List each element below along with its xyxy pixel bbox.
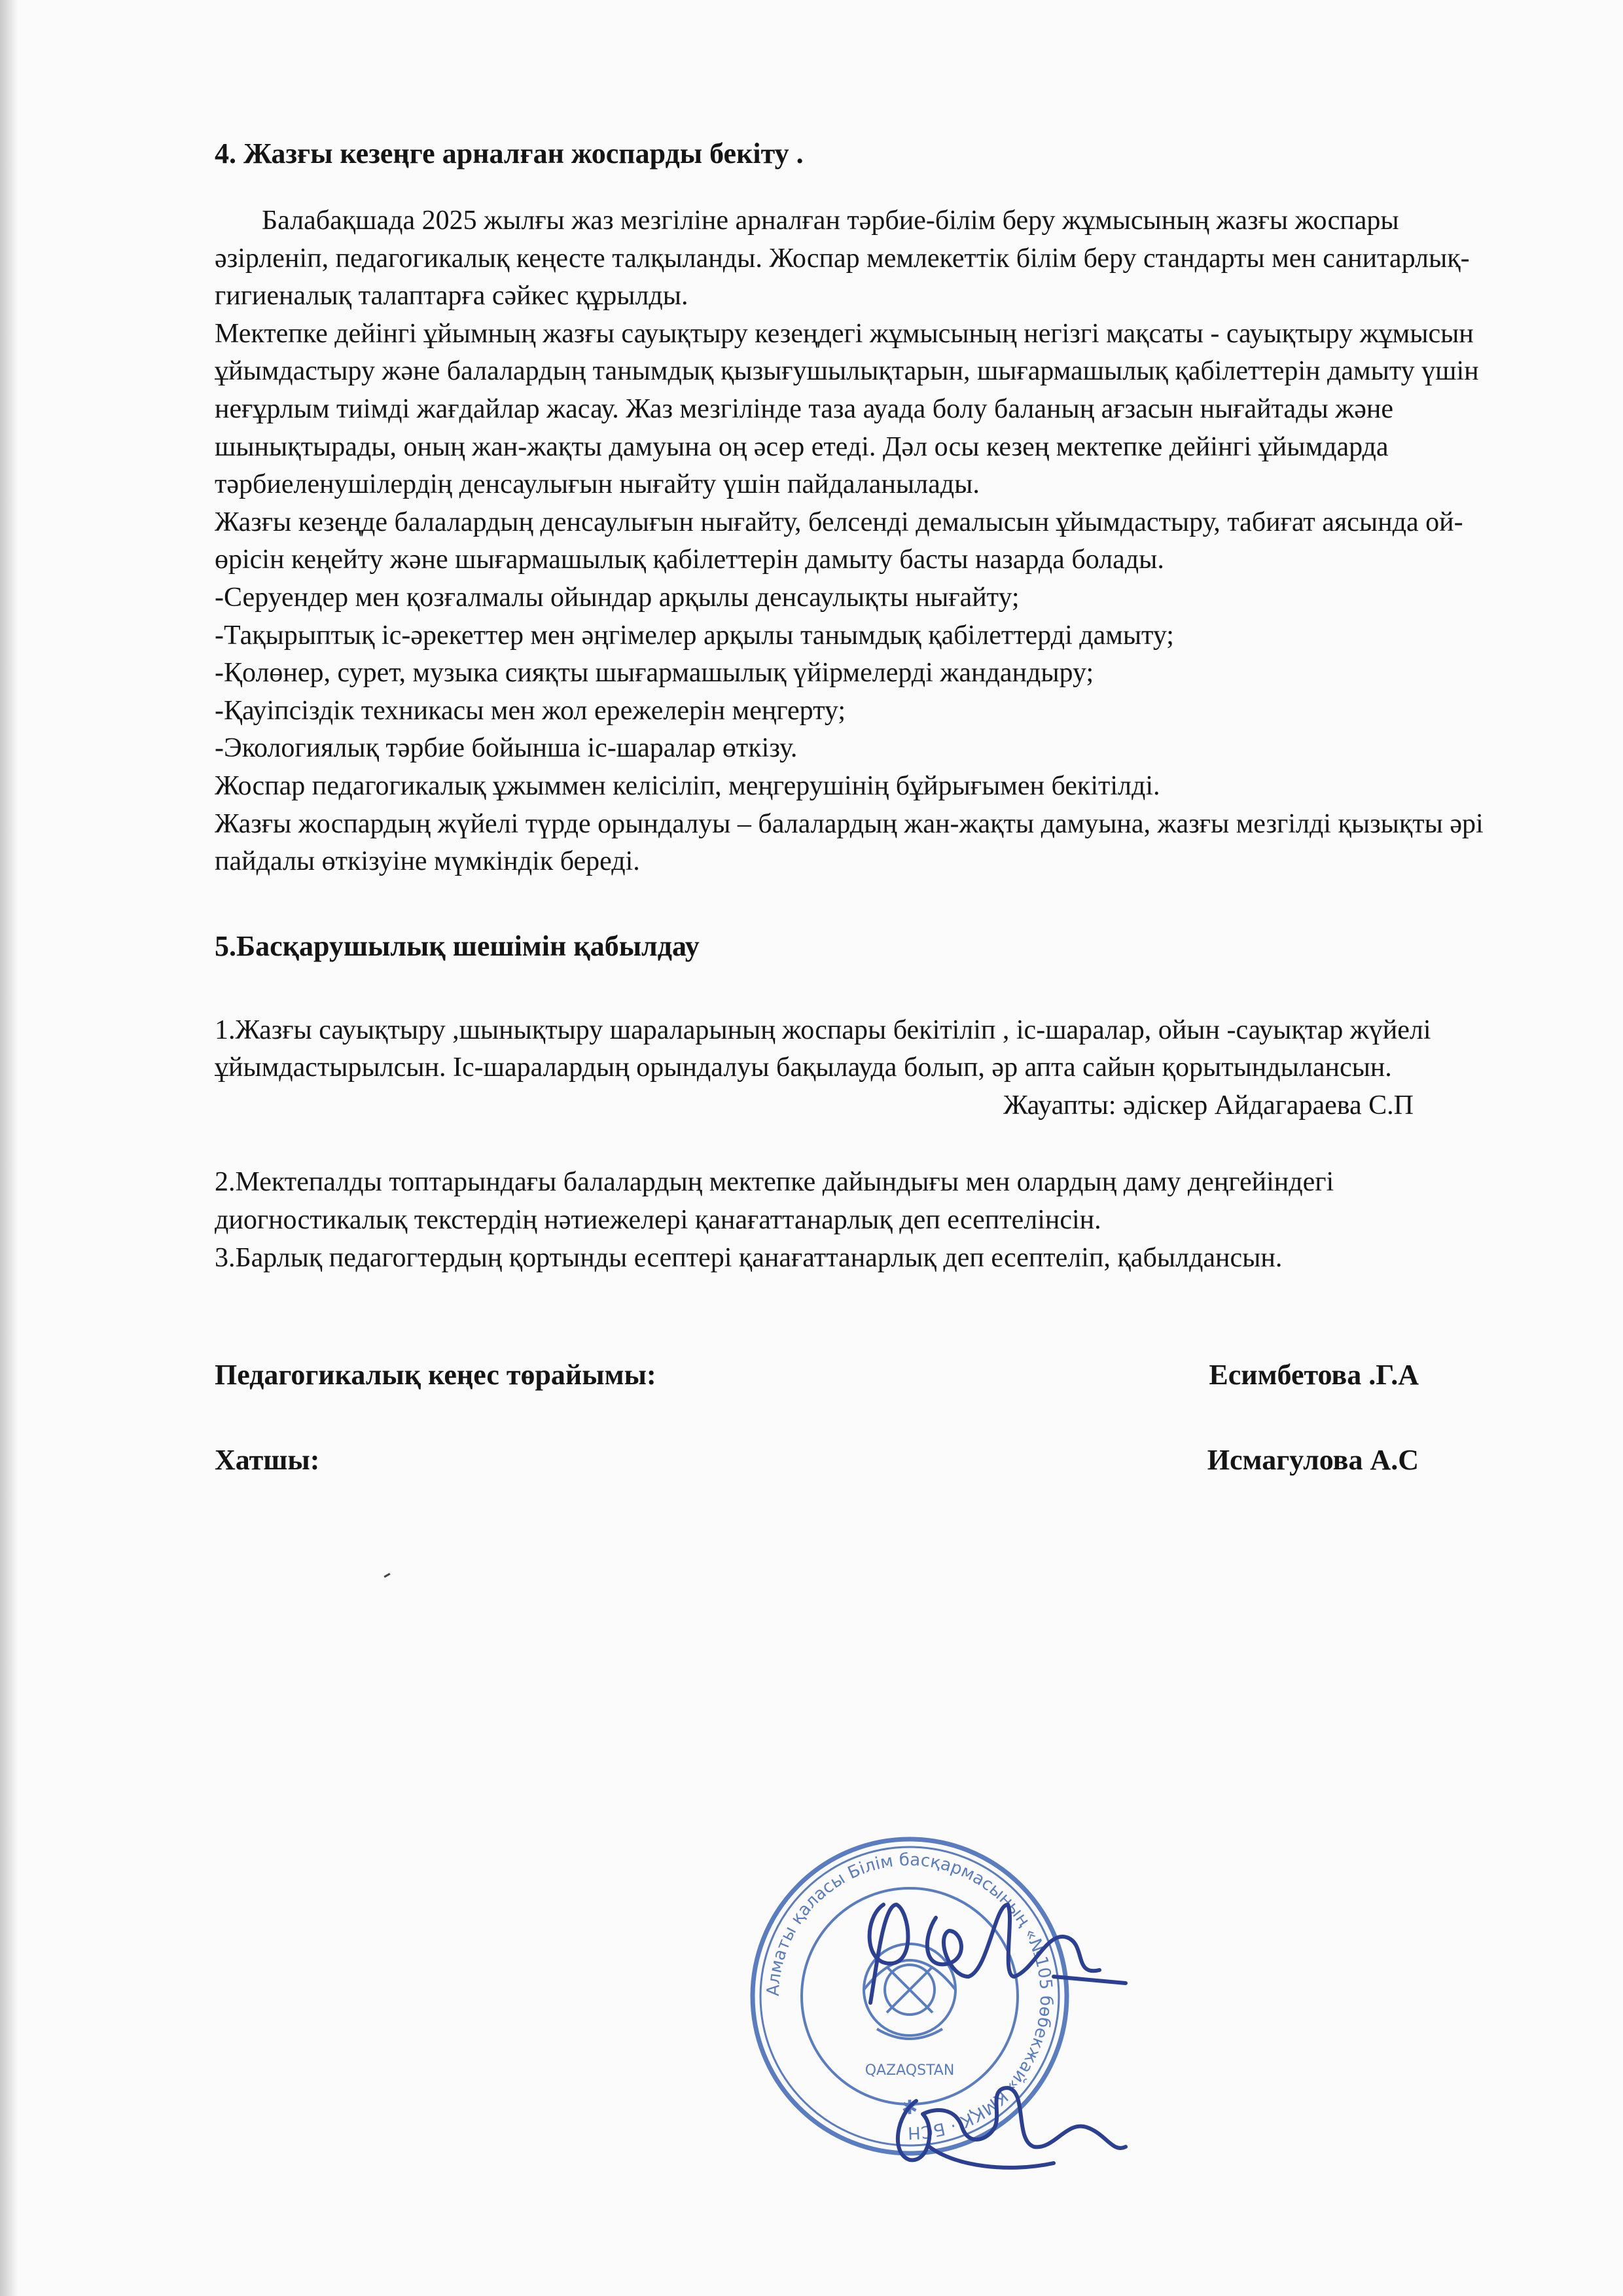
chair-signature-stroke-1 — [870, 1905, 908, 2003]
svg-text:✱: ✱ — [901, 2096, 918, 2119]
decision-1: 1.Жазғы сауықтыру ,шынықтыру шараларының жоспары бекітіліп , іс-шаралар, ойын -сауықтар жүйелі ұйымдастырылсын. Іс-шаралардың орындалуы бақылауда болып, әр апта сайын қорытындылансын. — [215, 1014, 1431, 1083]
paragraph-focus: Жазғы кезеңде балалардың денсаулығын нығайту, белсенді демалысын ұйымдастыру, табиғат аясында ой-өрісін кеңейту және шығармашылық қабілеттерін дамыту басты назарда болады. — [215, 507, 1463, 575]
secretary-signature-row — [215, 1441, 1497, 1480]
svg-text:QAZAQSTAN: QAZAQSTAN — [865, 2062, 955, 2079]
list-item-crafts: -Қолөнер, сурет, музыка сияқты шығармашылық үйірмелерді жандандыру; — [215, 658, 1094, 689]
stray-ink-mark — [383, 1573, 392, 1581]
chair-signature-stroke-2 — [927, 1905, 1099, 1977]
secretary-signature-stroke-2 — [929, 2147, 1054, 2168]
chair-signature-row — [215, 1355, 1497, 1395]
chair-signature-stroke-3 — [1054, 1977, 1126, 1983]
section-4-heading: 4. Жазғы кезеңге арналған жоспарды бекіту . — [215, 137, 804, 170]
list-item-safety: -Қауіпсіздік техникасы мен жол ережелерін меңгерту; — [215, 695, 846, 726]
document-content — [215, 134, 1497, 1480]
list-item-ecology: -Экологиялық тәрбие бойынша іс-шаралар өткізу. — [215, 733, 798, 764]
paragraph-approval: Жоспар педагогикалық ұжыммен келісіліп, меңгерушінің бұйрығымен бекітілді. — [215, 770, 1160, 801]
decision-2: 2.Мектепалды топтарындағы балалардың мектепке дайындығы мен олардың даму деңгейіндегі диогностикалық текстердің нәтиежелері қанағаттанарлық деп есептелінсін. — [215, 1167, 1334, 1236]
secretary-name: Исмагулова А.С — [1207, 1444, 1419, 1477]
list-item-thematic: -Тақырыптық іс-әрекеттер мен әңгімелер арқылы танымдық қабілеттерді дамыту; — [215, 620, 1174, 651]
handwritten-signatures — [838, 1865, 1139, 2206]
responsible-person: Жауапты: әдіскер Айдагараева С.П — [1003, 1090, 1414, 1121]
section-5-heading: 5.Басқарушылық шешімін қабылдау — [215, 929, 700, 962]
secretary-role: Хатшы: — [215, 1444, 320, 1477]
svg-text:Алматы қаласы Білім басқармасы: Алматы қаласы Білім басқармасының «№105 бөбекжай» КМҚК · БСН — [763, 1850, 1056, 2143]
paragraph-goal: Мектепке дейінгі ұйымның жазғы сауықтыру кезеңдегі жұмысының негізгі мақсаты - сауықтыру жұмысын ұйымдастыру және балалардың танымдық қызығушылықтарын, шығармашылық қабілеттерін дамыту үшін неғұрлым тиімді жағдайлар жасау. Жаз мезгілінде таза ауада болу баланың ағзасын нығайтады және шынықтырады, оның жан-жақты дамуына оң әсер етеді. Дәл осы кезең мектепке дейінгі ұйымдарда тәрбиеленушілердің денсаулығын нығайту үшін пайдаланылады. — [215, 318, 1479, 500]
decision-3: 3.Барлық педагогтердың қортынды есептері қанағаттанарлық деп есептеліп, қабылдансын. — [215, 1242, 1283, 1273]
paragraph-intro: Балабақшада 2025 жылғы жаз мезгіліне арналған тәрбие-білім беру жұмысының жазғы жоспары әзірленіп, педагогикалық кеңесте талқыланды. Жоспар мемлекеттік білім беру стандарты мен санитарлық-гигиеналық талаптарға сәйкес құрылды. — [215, 206, 1470, 312]
list-item-walks: -Серуендер мен қозғалмалы ойындар арқылы денсаулықты нығайту; — [215, 582, 1020, 613]
scan-edge-shadow — [0, 0, 18, 2296]
chair-name: Есимбетова .Г.А — [1209, 1359, 1419, 1391]
paragraph-conclusion: Жазғы жоспардың жүйелі түрде орындалуы – балалардың жан-жақты дамуына, жазғы мезгілді қызықты әрі пайдалы өткізуіне мүмкіндік береді. — [215, 808, 1484, 877]
chair-role: Педагогикалық кеңес төрайымы: — [215, 1359, 656, 1391]
